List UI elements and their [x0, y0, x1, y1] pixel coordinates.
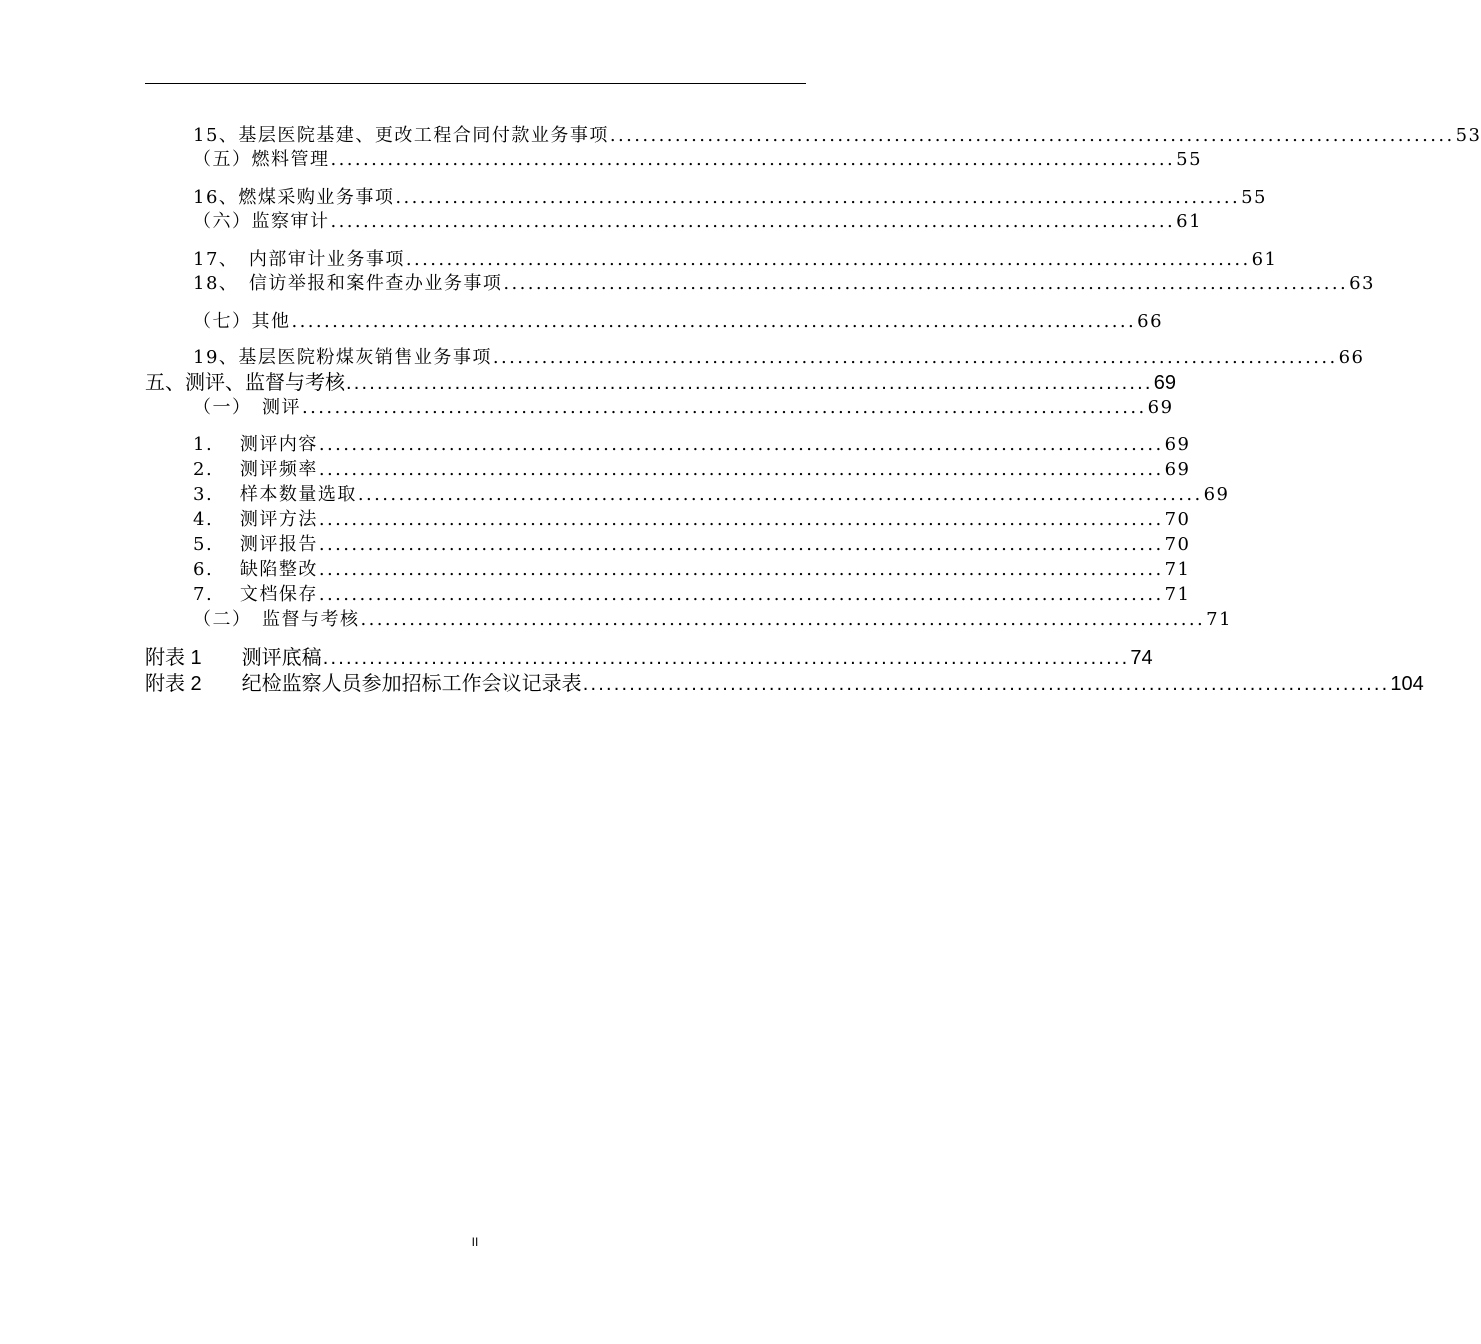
toc-entry-page: 53 [1455, 125, 1481, 146]
toc-entry-label: 附表 2 纪检监察人员参加招标工作会议记录表 [145, 673, 582, 695]
toc-entry-label: 6. 缺陷整改 [193, 559, 318, 580]
toc-entry[interactable] [145, 673, 1424, 695]
toc-entry-page: 61 [1251, 249, 1278, 270]
dot-leader: ........................................................................................................ [609, 125, 1455, 146]
toc-entry-page: 61 [1176, 211, 1203, 232]
toc-entry-label: 1. 测评内容 [193, 434, 318, 455]
dot-leader: ........................................................................................................ [360, 609, 1206, 630]
dot-leader: ........................................................................................................ [302, 397, 1147, 418]
toc-entry-label: （六）监察审计 [193, 211, 330, 232]
dot-leader: ........................................................................................................ [492, 347, 1338, 368]
dot-leader: ........................................................................................................ [318, 559, 1164, 580]
toc-entry-page: 55 [1176, 149, 1203, 170]
toc-entry[interactable] [145, 372, 1176, 394]
toc-entry-page: 74 [1130, 647, 1153, 669]
dot-leader: ........................................................................................................ [322, 647, 1130, 669]
toc-entry[interactable] [145, 647, 1153, 669]
toc-entry-label: 17、 内部审计业务事项 [193, 249, 405, 270]
dot-leader: ........................................................................................................ [582, 673, 1390, 695]
dot-leader: ........................................................................................................ [405, 249, 1251, 270]
toc-entry-label: 3. 样本数量选取 [193, 484, 357, 505]
toc-entry[interactable] [193, 397, 1174, 418]
dot-leader: ........................................................................................................ [318, 459, 1164, 480]
toc-entry-label: 五、测评、监督与考核 [145, 372, 345, 394]
toc-entry-label: 5. 测评报告 [193, 534, 318, 555]
toc-entry-page: 70 [1164, 509, 1191, 530]
toc-entry-label: 4. 测评方法 [193, 509, 318, 530]
toc-entry-page: 66 [1338, 347, 1365, 368]
toc-entry[interactable] [193, 509, 1191, 530]
dot-leader: ........................................................................................................ [330, 211, 1176, 232]
toc-entry-page: 66 [1137, 311, 1164, 332]
dot-leader: ........................................................................................................ [357, 484, 1203, 505]
toc-entry-label: （一） 测评 [193, 397, 301, 418]
dot-leader: ........................................................................................................ [318, 584, 1164, 605]
toc-entry[interactable] [193, 584, 1191, 605]
dot-leader: ........................................................................................................ [395, 187, 1241, 208]
dot-leader: ........................................................................................................ [330, 149, 1176, 170]
toc-entry[interactable] [193, 187, 1267, 208]
toc-entry-label: 15、基层医院基建、更改工程合同付款业务事项 [193, 125, 609, 146]
toc-entry-page: 69 [1164, 459, 1191, 480]
toc-entry-page: 69 [1164, 434, 1191, 455]
toc-entry-page: 71 [1164, 559, 1191, 580]
toc-entry-page: 71 [1164, 584, 1191, 605]
toc-entry-page: 69 [1153, 372, 1176, 394]
toc-entry-label: （二） 监督与考核 [193, 609, 360, 630]
toc-entry-label: 7. 文档保存 [193, 584, 318, 605]
toc-entry-label: 2. 测评频率 [193, 459, 318, 480]
toc-entry[interactable] [193, 149, 1203, 170]
toc-entry[interactable] [193, 534, 1191, 555]
toc-entry[interactable] [193, 434, 1191, 455]
toc-entry[interactable] [193, 484, 1230, 505]
toc-entry-label: 19、基层医院粉煤灰销售业务事项 [193, 347, 492, 368]
toc-entry-label: （五）燃料管理 [193, 149, 330, 170]
toc-entry-page: 70 [1164, 534, 1191, 555]
toc-entry[interactable] [193, 273, 1375, 294]
toc-entry-page: 55 [1241, 187, 1267, 208]
toc-entry-page: 104 [1390, 673, 1424, 695]
page-number: II [471, 1235, 479, 1249]
toc-entry-label: 附表 1 测评底稿 [145, 647, 322, 669]
dot-leader: ........................................................................................................ [291, 311, 1137, 332]
dot-leader: ........................................................................................................ [318, 509, 1164, 530]
toc-entry[interactable] [193, 125, 1481, 146]
toc-entry[interactable] [193, 211, 1203, 232]
dot-leader: ........................................................................................................ [346, 372, 1153, 394]
toc-entry[interactable] [193, 249, 1278, 270]
toc-entry-label: 18、 信访举报和案件查办业务事项 [193, 273, 503, 294]
dot-leader: ........................................................................................................ [318, 534, 1164, 555]
toc-entry[interactable] [193, 459, 1191, 480]
dot-leader: ........................................................................................................ [503, 273, 1349, 294]
toc-entry[interactable] [193, 609, 1233, 630]
toc-entry-page: 69 [1147, 397, 1174, 418]
toc-entry[interactable] [193, 311, 1164, 332]
toc-entry-page: 63 [1349, 273, 1375, 294]
toc-entry-page: 71 [1206, 609, 1233, 630]
toc-entry-label: （七）其他 [193, 311, 291, 332]
dot-leader: ........................................................................................................ [318, 434, 1164, 455]
toc-entry[interactable] [193, 347, 1365, 368]
toc-entry-page: 69 [1203, 484, 1230, 505]
toc-entry[interactable] [193, 559, 1191, 580]
toc-entry-label: 16、燃煤采购业务事项 [193, 187, 395, 208]
